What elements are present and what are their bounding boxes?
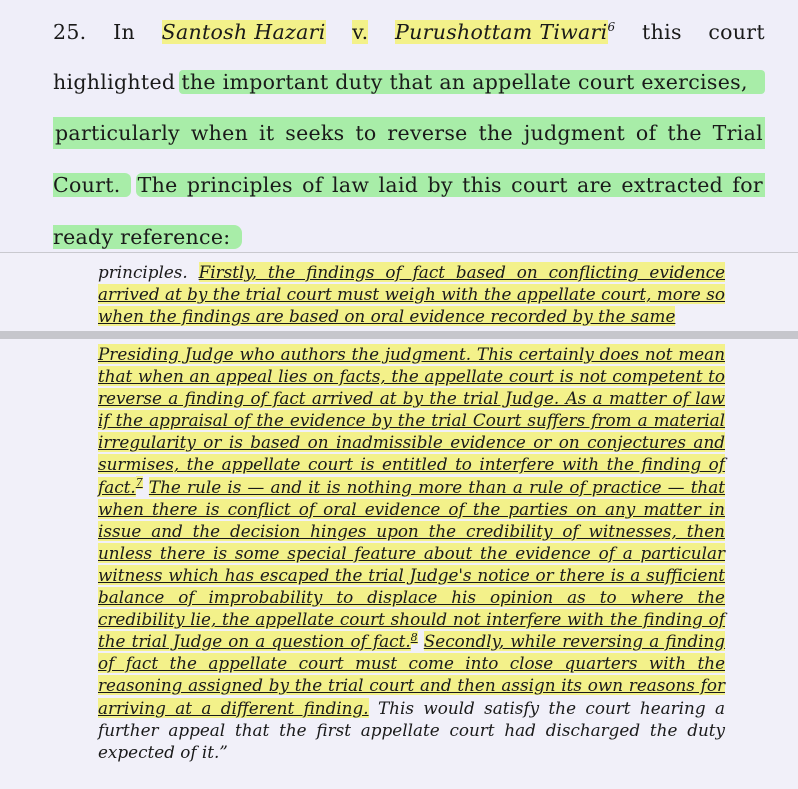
word-in: In — [113, 20, 136, 44]
quote-page-segment-1 — [0, 253, 798, 331]
word-court: court — [708, 20, 765, 44]
page-break-gap — [0, 331, 798, 339]
quote-text-2 — [98, 343, 725, 763]
quote-closing-text: This would satisfy the court hearing a further appeal that the first appellate court had discharged the duty expected of it.” — [98, 697, 725, 762]
highlight-ready-reference: ready reference: — [53, 225, 242, 249]
paragraph-line-4 — [53, 169, 765, 201]
case-name-party-2: Purushottam Tiwari — [395, 20, 608, 44]
paragraph-line-2 — [53, 66, 765, 98]
quote-page-segment-2 — [0, 339, 798, 789]
quote-highlight-firstly: Firstly, the findings of fact based on conflicting evidence arrived at by the trial court must weigh with the appellate court, more so when the findings are based on oral evidence recorded by the same — [98, 262, 725, 327]
paragraph-number: 25. — [53, 20, 87, 44]
case-versus: v. — [352, 20, 369, 44]
highlight-principles: The principles of law laid by this court are extracted for — [137, 173, 763, 197]
footnote-ref-6[interactable]: 6 — [607, 20, 616, 35]
quote-highlight-presiding-judge: Presiding Judge who authors the judgment. This certainly does not mean that when an appeal lies on facts, the appellate court is not competent to reverse a finding of fact arrived at by the trial Judge. As a matter of law if the appraisal of the evidence by the trial Court suffers from a material irregularity or is based on inadmissible evidence or on conjectures and surmises, the appellate court is entitled to interfere with the finding of fact. — [98, 344, 725, 497]
highlight-important-duty — [179, 70, 765, 94]
footnote-ref-8[interactable]: 8 — [410, 630, 418, 644]
quote-text-1 — [98, 261, 725, 327]
paragraph-line-5 — [53, 221, 765, 253]
case-name-group — [395, 20, 615, 44]
quote-highlight-secondly: Secondly, while reversing a finding of fact the appellate court must come into close quarters with the reasoning assigned by the trial court and then assign its own reasons for arriving at a different finding. — [98, 631, 725, 718]
quote-highlight-rule: The rule is — and it is nothing more than a rule of practice — that when there is conflict of oral evidence of the parties on any matter in issue and the decision hinges upon the credibility of witnesses, then unless there is some special feature about the evidence of a particular witness which has escaped the trial Judge's notice or there is a sufficient balance of improbability to displace his opinion as to where the credibility lie, the appellate court should not interfere with the finding of the trial Judge on a question of fact. — [98, 476, 725, 652]
paragraph-line-3-text: particularly when it seeks to reverse the judgment of the Trial — [55, 121, 763, 145]
quote-principles: principles. — [98, 262, 188, 282]
highlight-important-duty-text: the important duty that an appellate court exercises, — [181, 70, 748, 94]
paragraph-line-3 — [53, 117, 765, 149]
word-this: this — [642, 20, 682, 44]
word-highlighted: highlighted — [53, 70, 176, 94]
footnote-ref-7[interactable]: 7 — [135, 475, 143, 489]
highlight-court: Court. — [53, 173, 131, 197]
paragraph-line-1 — [53, 16, 765, 48]
case-name-party-1: Santosh Hazari — [161, 20, 326, 44]
document-page-top — [0, 0, 798, 252]
